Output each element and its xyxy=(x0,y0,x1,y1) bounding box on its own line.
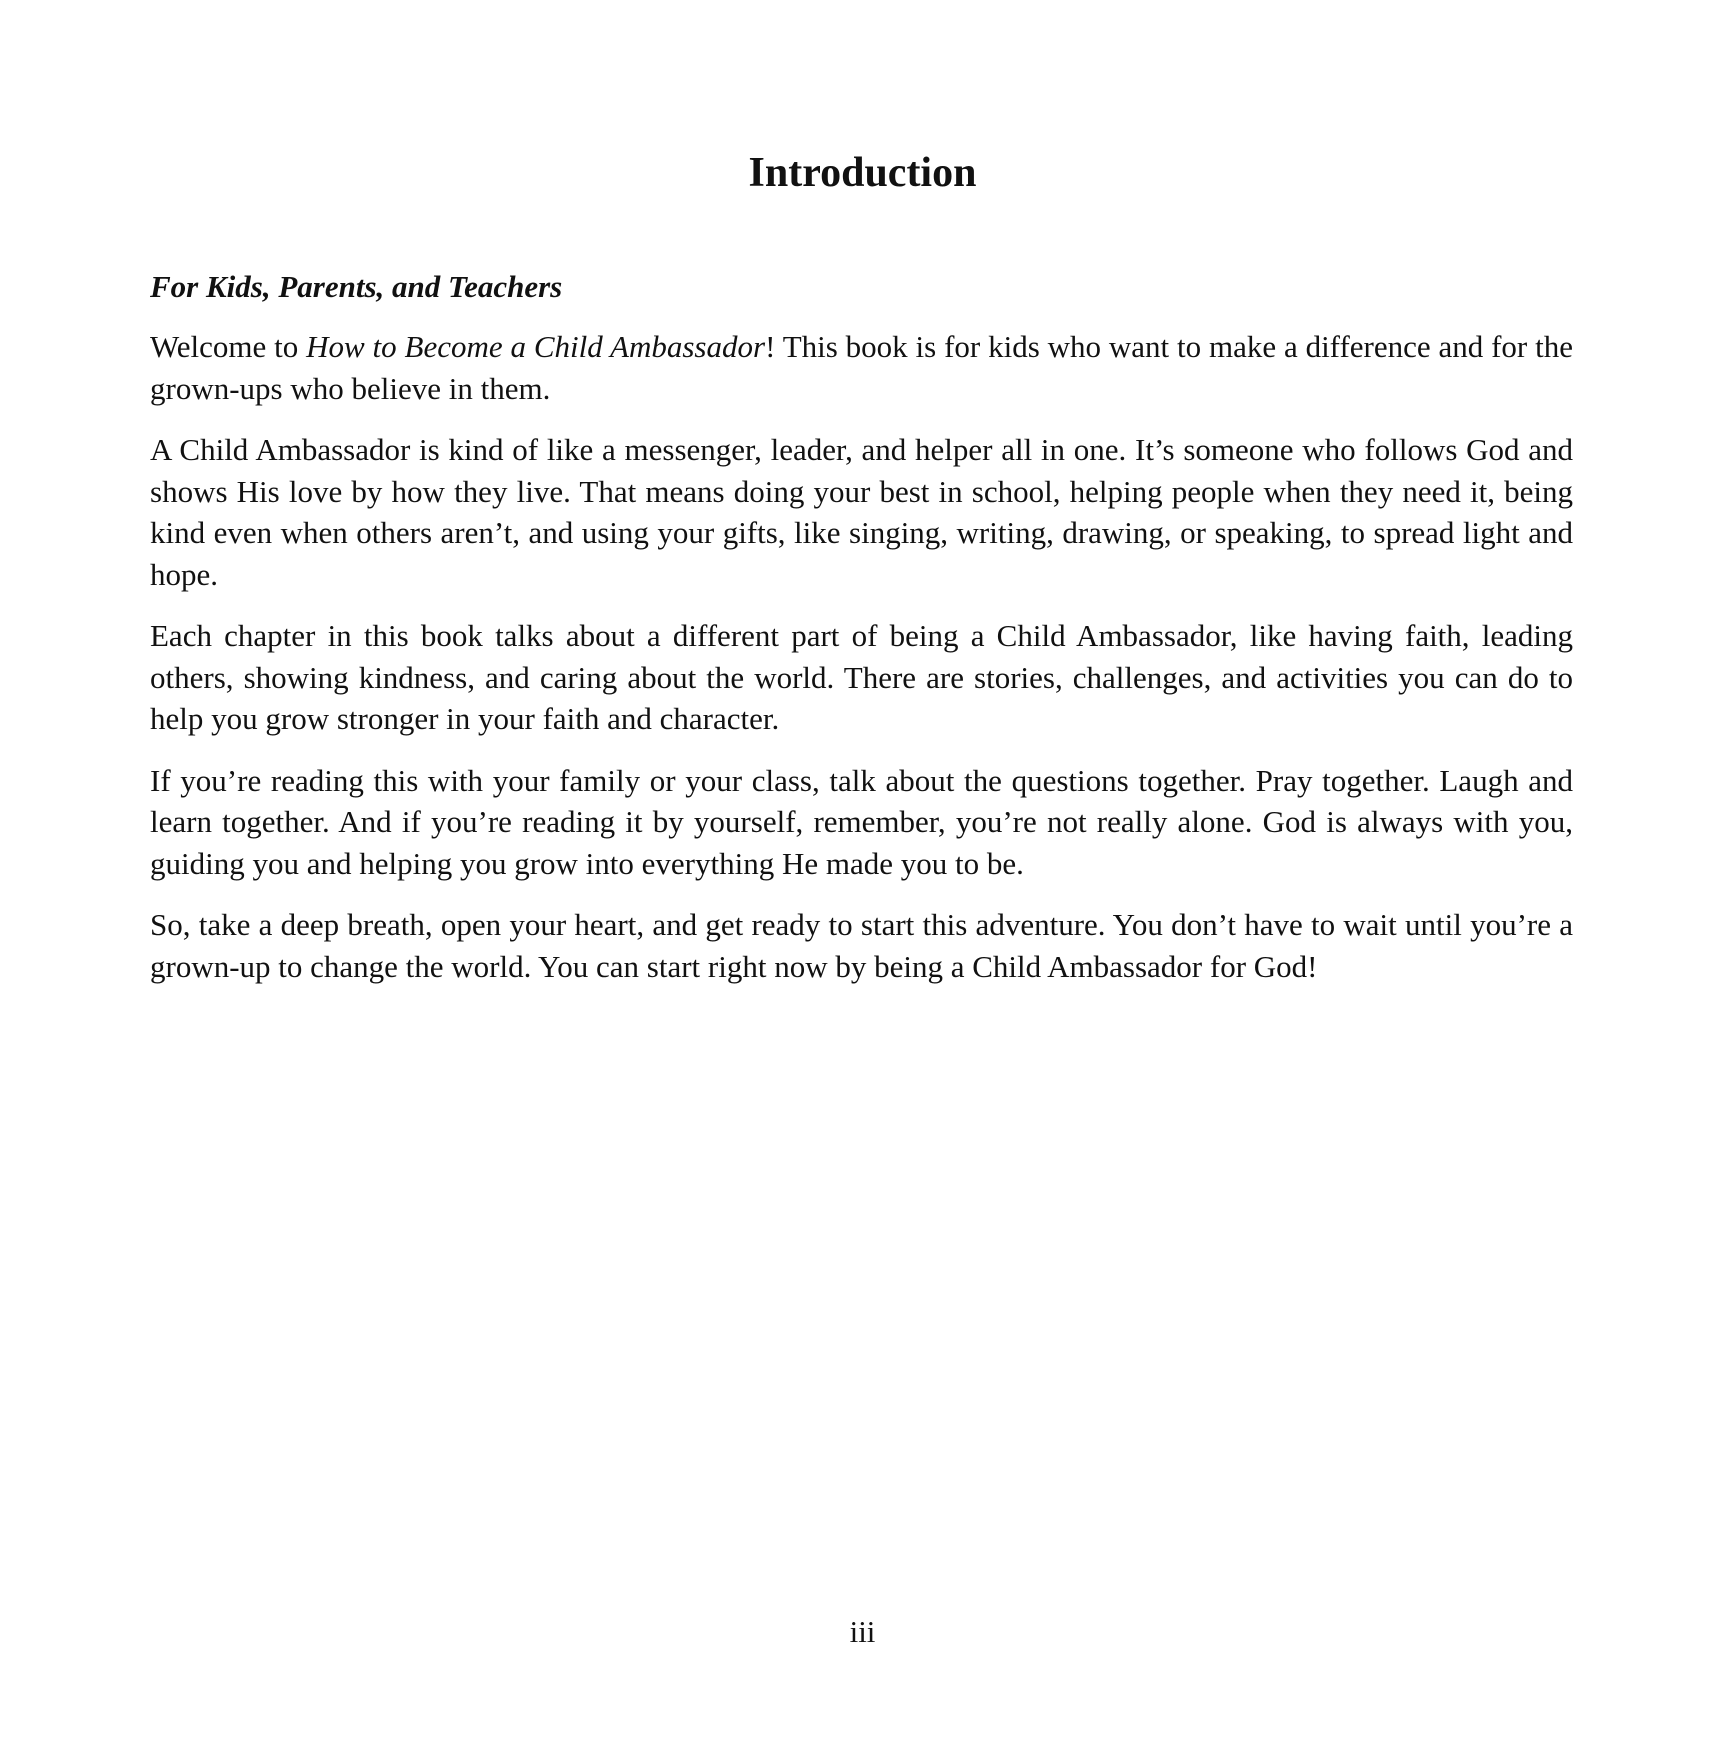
book-title: How to Become a Child Ambassador xyxy=(306,329,766,364)
page-number: iii xyxy=(849,1614,876,1649)
paragraph-welcome xyxy=(150,326,1573,409)
paragraph: If you’re reading this with your family or your class, talk about the questions together. Pray together. Laugh and learn together. And if you’re reading it by yourself, remember, you’re not really alone. God is always with you, guiding you and helping you grow into everything He made you to be. xyxy=(150,762,1573,881)
paragraph: Each chapter in this book talks about a different part of being a Child Ambassador, like having faith, leading others, showing kindness, and caring about the world. There are stories, challenges, and activities you can do to help you grow stronger in your faith and character. xyxy=(150,618,1573,736)
paragraph: A Child Ambassador is kind of like a messenger, leader, and helper all in one. It’s someone who follows God and shows His love by how they live. That means doing your best in school, helping people when they need it, being kind even when others aren’t, and using your gifts, like singing, writing, drawing, or speaking, to spread light and hope. xyxy=(150,432,1573,592)
welcome-suffix: ! This book is for kids who want to make a difference and for the grown-ups who believe in them. xyxy=(150,329,1573,406)
welcome-prefix: Welcome to xyxy=(150,329,307,364)
body-content xyxy=(150,266,1573,1007)
section-subtitle: For Kids, Parents, and Teachers xyxy=(150,269,563,304)
page-title: Introduction xyxy=(748,150,977,196)
paragraph: So, take a deep breath, open your heart, and get ready to start this adventure. You don’t have to wait until you’re a grown-up to change the world. You can start right now by being a Child Ambassador for God! xyxy=(150,907,1573,984)
